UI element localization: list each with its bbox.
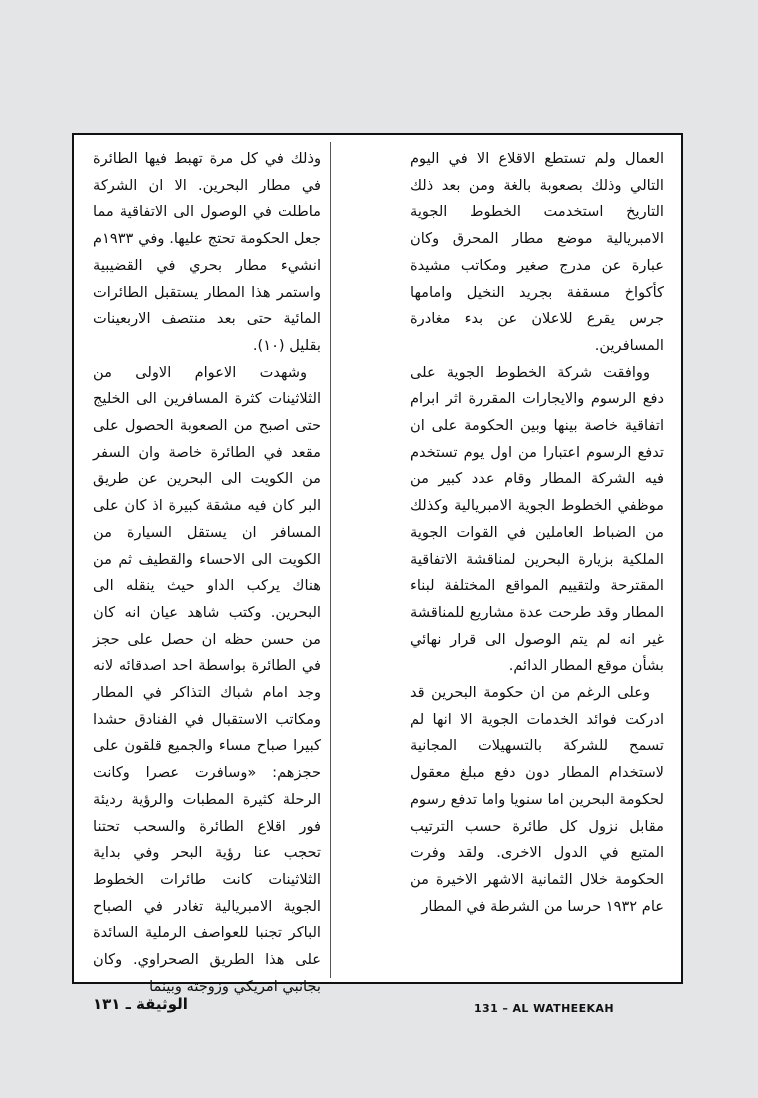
article-paragraph: العمال ولم تستطع الاقلاع الا في اليوم التالي وذلك بصعوبة بالغة ومن بعد ذلك التاريخ استخدمت الخطوط الجوية الامبريالية موضع مطار المحرق وكان عبارة عن مدرج صغير ومكاتب مشيدة كأكواخ مسقفة بجريد النخيل وامامها جرس يقرع للاعلان عن بدء مغادرة المسافرين. [410, 150, 664, 354]
article-column-right [410, 146, 664, 920]
article-column-left [93, 146, 321, 1001]
column-divider [330, 142, 331, 978]
page-footer-latin: 131 – AL WATHEEKAH [474, 1002, 614, 1015]
article-paragraph: ووافقت شركة الخطوط الجوية على دفع الرسوم والايجارات المقررة اثر ابرام اتفاقية خاصة بينها وبين الحكومة على ان تدفع الرسوم اعتبارا من اول يوم تستخدم فيه الشركة المطار وقام عدد كبير من موظفي الخطوط الجوية الامبريالية وكذلك من الضباط العاملين في القوات الجوية الملكية بزيارة البحرين لمناقشة الاتفاقية المقترحة ولتقييم المواقع المختلفة لبناء المطار وقد طرحت عدة مشاريع للمناقشة غير انه لم يتم الوصول الى قرار نهائي بشأن موقع المطار الدائم. [410, 363, 664, 675]
article-paragraph: وعلى الرغم من ان حكومة البحرين قد ادركت فوائد الخدمات الجوية الا انها لم تسمح للشركة بالتسهيلات المجانية لاستخدام المطار دون دفع مبلغ معقول لحكومة البحرين اما سنويا واما تدفع رسوم مقابل نزول كل طائرة حسب الترتيب المتبع في الدول الاخرى. ولقد وفرت الحكومة خلال الثمانية الاشهر الاخيرة من عام ١٩٣٢ حرسا من الشرطة في المطار [410, 684, 664, 915]
article-paragraph: وشهدت الاعوام الاولى من الثلاثينات كثرة المسافرين الى الخليج حتى اصبح من الصعوبة الحصول على مقعد في الطائرة خاصة وان السفر من الكويت الى البحرين عن طريق البر كان فيه مشقة كبيرة اذ كان على المسافر ان يستقل السيارة من الكويت الى الاحساء والقطيف ثم من هناك يركب الداو حيث ينقله الى البحرين. وكتب شاهد عيان انه كان من حسن حظه ان حصل على حجز في الطائرة بواسطة احد اصدقائه لانه وجد امام شباك التذاكر في المطار ومكاتب الاستقبال في الفنادق حشدا كبيرا صباح مساء والجميع قلقون على حجزهم: «وسافرت عصرا وكانت الرحلة كثيرة المطبات والرؤية رديئة فور اقلاع الطائرة والسحب تحتنا تحجب عنا رؤية البحر وفي بداية الثلاثينات كانت طائرات الخطوط الجوية الامبريالية تغادر في الصباح الباكر تجنبا للعواصف الرملية السائدة على هذا الطريق الصحراوي. وكان بجانبي امريكي وزوجته وبينما [93, 363, 321, 995]
page-footer-arabic: الوثيقة ـ ١٣١ [93, 995, 188, 1013]
article-paragraph: وذلك في كل مرة تهبط فيها الطائرة في مطار البحرين. الا ان الشركة ماطلت في الوصول الى الاتفاقية مما جعل الحكومة تحتج عليها. وفي ١٩٣٣م انشيء مطار بحري في القضيبية واستمر هذا المطار يستقبل الطائرات المائية حتى بعد منتصف الاربعينات بقليل (١٠). [93, 150, 321, 354]
